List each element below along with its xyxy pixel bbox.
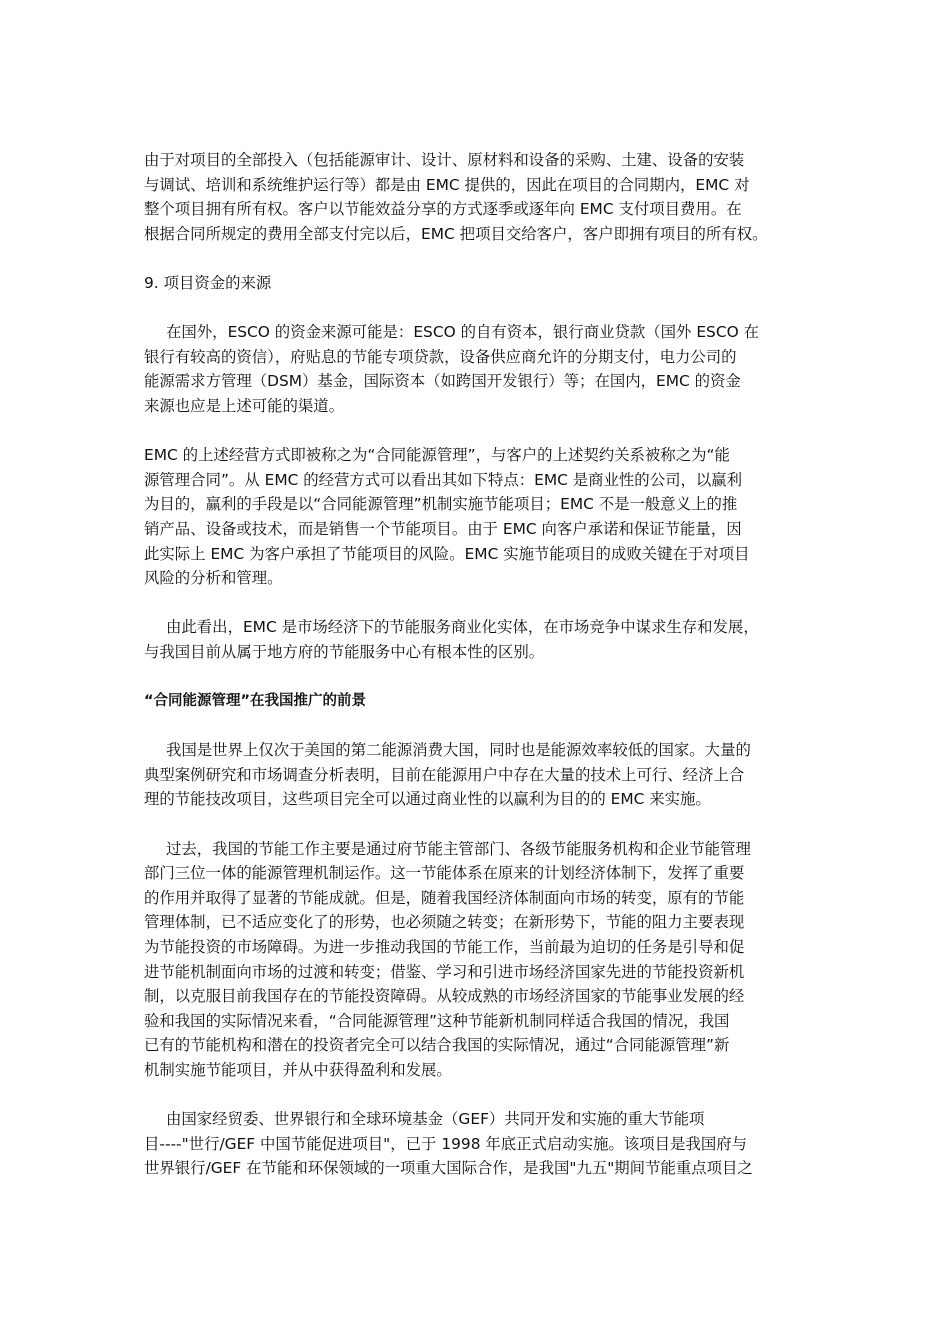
text-line: EMC 的上述经营方式即被称之为“合同能源管理”，与客户的上述契约关系被称之为“能 (144, 446, 730, 465)
text-line: 目----"世行/GEF 中国节能促进项目"，已于 1998 年底正式启动实施。该项目是我国府与 (144, 1134, 748, 1153)
text-line: 由此看出，EMC 是市场经济下的节能服务商业化实体，在市场竞争中谋求生存和发展， (166, 618, 759, 637)
text-line: 由国家经贸委、世界银行和全球环境基金（GEF）共同开发和实施的重大节能项 (166, 1110, 705, 1129)
text-line: 根据合同所规定的费用全部支付完以后，EMC 把项目交给客户，客户即拥有项目的所有权。 (144, 224, 768, 243)
text-line: 为节能投资的市场障碍。为进一步推动我国的节能工作，当前最为迫切的任务是引导和促 (144, 938, 745, 956)
text-line: 风险的分析和管理。 (144, 569, 283, 588)
text-line: 此实际上 EMC 为客户承担了节能项目的风险。EMC 实施节能项目的成败关键在于对项目 (144, 544, 750, 563)
text-line: 整个项目拥有所有权。客户以节能效益分享的方式逐季或逐年向 EMC 支付项目费用。在 (144, 200, 742, 219)
text-line: 销产品、设备或技术，而是销售一个节能项目。由于 EMC 向客户承诺和保证节能量，因 (144, 519, 742, 538)
paragraph (144, 1107, 812, 1181)
text-line: 过去，我国的节能工作主要是通过府节能主管部门、各级节能服务机构和企业节能管理 (166, 839, 751, 858)
text-line: “合同能源管理”在我国推广的前景 (144, 693, 367, 710)
text-line: 部门三位一体的能源管理机制运作。这一节能体系在原来的计划经济体制下，发挥了重要 (144, 864, 745, 883)
text-line: 为目的，赢利的手段是以“合同能源管理”机制实施节能项目；EMC 不是一般意义上的推 (144, 495, 738, 514)
text-line: 理的节能技改项目，这些项目完全可以通过商业性的以赢利为目的的 EMC 来实施。 (144, 790, 711, 809)
text-line: 世界银行/GEF 在节能和环保领域的一项重大国际合作，是我国"九五"期间节能重点项目之 (144, 1159, 753, 1178)
text-line: 进节能机制面向市场的过渡和转变；借鉴、学习和引进市场经济国家先进的节能投资新机 (144, 962, 745, 981)
text-line: 机制实施节能项目，并从中获得盈利和发展。 (144, 1060, 452, 1079)
paragraph (144, 443, 812, 591)
text-line: 的作用并取得了显著的节能成就。但是，随着我国经济体制面向市场的转变，原有的节能 (144, 888, 745, 907)
text-line: 我国是世界上仅次于美国的第二能源消费大国，同时也是能源效率较低的国家。大量的 (166, 741, 751, 760)
section-heading (144, 689, 812, 714)
text-line: 能源需求方管理（DSM）基金，国际资本（如跨国开发银行）等；在国内，EMC 的资金 (144, 372, 741, 391)
text-line: 典型案例研究和市场调查分析表明，目前在能源用户中存在大量的技术上可行、经济上合 (144, 765, 745, 784)
text-line: 9. 项目资金的来源 (144, 273, 272, 292)
text-line: 与我国目前从属于地方府的节能服务中心有根本性的区别。 (144, 642, 545, 661)
paragraph (144, 837, 812, 1083)
paragraph (144, 320, 812, 418)
text-line: 来源也应是上述可能的渠道。 (144, 396, 345, 415)
numbered-section-title (144, 271, 812, 296)
document-body (144, 148, 812, 1206)
paragraph (144, 738, 812, 812)
text-line: 在国外，ESCO 的资金来源可能是：ESCO 的自有资本，银行商业贷款（国外 ESCO 在 (166, 323, 759, 342)
text-line: 与调试、培训和系统维护运行等）都是由 EMC 提供的，因此在项目的合同期内，EMC 对 (144, 175, 750, 194)
text-line: 验和我国的实际情况来看，“合同能源管理”这种节能新机制同样适合我国的情况，我国 (144, 1011, 730, 1030)
text-line: 制，以克服目前我国存在的节能投资障碍。从较成熟的市场经济国家的节能事业发展的经 (144, 987, 745, 1006)
text-line: 管理体制，已不适应变化了的形势，也必须随之转变；在新形势下，节能的阻力主要表现 (144, 913, 745, 932)
paragraph (144, 148, 812, 246)
text-line: 银行有较高的资信），府贴息的节能专项贷款，设备供应商允许的分期支付，电力公司的 (144, 347, 737, 366)
text-line: 由于对项目的全部投入（包括能源审计、设计、原材料和设备的采购、土建、设备的安装 (144, 151, 745, 169)
text-line: 源管理合同”。从 EMC 的经营方式可以看出其如下特点：EMC 是商业性的公司，以赢利 (144, 470, 743, 489)
text-line: 已有的节能机构和潜在的投资者完全可以结合我国的实际情况，通过“合同能源管理”新 (144, 1036, 730, 1055)
paragraph (144, 615, 812, 664)
